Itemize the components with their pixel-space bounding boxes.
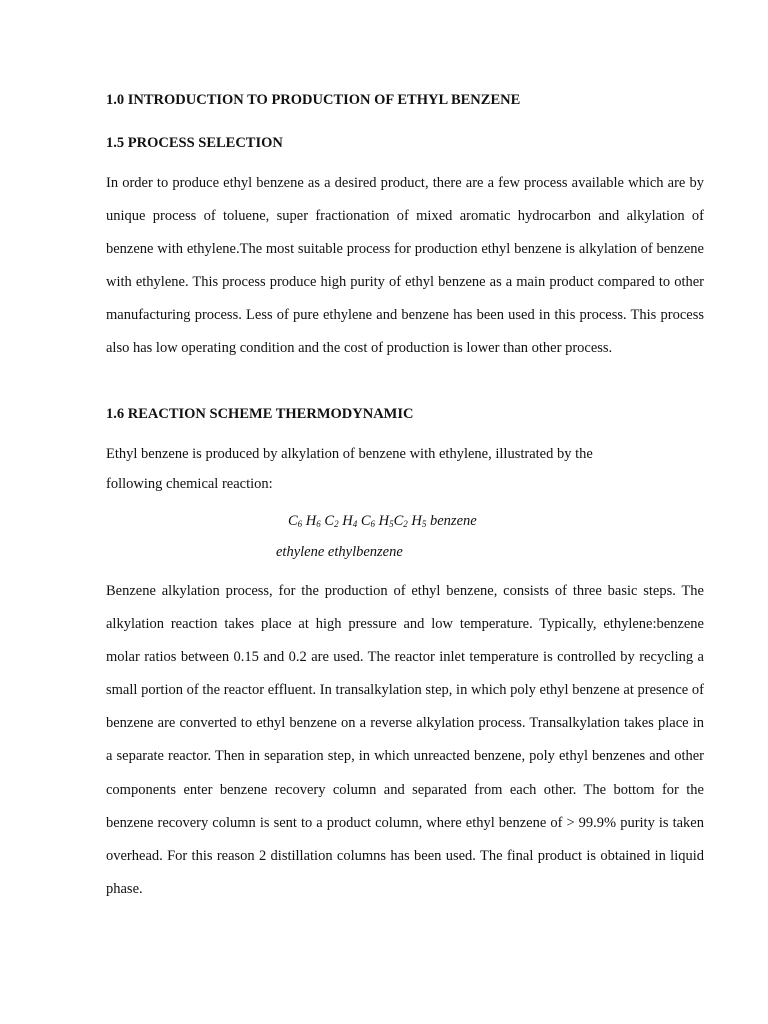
- formula-subscript: 6: [297, 519, 303, 529]
- formula-text: C: [288, 513, 298, 529]
- formula-text: C: [320, 513, 335, 529]
- formula-subscript: 2: [334, 519, 339, 529]
- formula-text: H: [374, 513, 390, 529]
- paragraph-process-selection: In order to produce ethyl benzene as a desired product, there are a few process available which are by unique process of toluene, super fractionation of mixed aromatic hydrocarbon and alkylation of benzene with ethylene.The most suitable process for production ethyl benzene is alkylation of benzene with ethylene. This process produce high purity of ethyl benzene as a main product compared to other manufacturing process. Less of pure ethylene and benzene has been used in this process. This process also has low operating condition and the cost of production is lower than other process.: [106, 175, 704, 357]
- formula-subscript: 6: [316, 519, 321, 529]
- formula-subscript: 4: [352, 519, 358, 529]
- section-heading-process-selection: 1.5 PROCESS SELECTION: [106, 135, 283, 151]
- formula-text: H: [338, 513, 353, 529]
- paragraph-alkylation-process: Benzene alkylation process, for the production of ethyl benzene, consists of three basic steps. The alkylation reaction takes place at high pressure and low temperature. Typically, ethylene:benzene molar ratios between 0.15 and 0.2 are used. The reactor inlet temperature is controlled by recycling a small portion of the reactor effluent. In transalkylation step, in which poly ethyl benzene at presence of benzene are converted to ethyl benzene on a reverse alkylation process. Transalkylation takes place in a separate reactor. Then in separation step, in which unreacted benzene, poly ethyl benzenes and other components enter benzene recovery column and separated from each other. The bottom for the benzene recovery column is sent to a product column, where ethyl benzene of > 99.9% purity is taken overhead. For this reason 2 distillation columns has been used. The final product is obtained in liquid phase.: [106, 583, 704, 897]
- formula-text: benzene: [426, 513, 477, 529]
- formula-subscript: 5: [389, 519, 394, 529]
- formula-text: C: [357, 513, 371, 529]
- section-heading-introduction: 1.0 INTRODUCTION TO PRODUCTION OF ETHYL BENZENE: [106, 92, 521, 108]
- formula-text: H: [302, 513, 317, 529]
- reaction-intro-line-1: Ethyl benzene is produced by alkylation of benzene with ethylene, illustrated by the: [106, 446, 593, 462]
- chemical-equation: [288, 513, 477, 530]
- formula-subscript: 2: [403, 519, 408, 529]
- reaction-intro-line-2: following chemical reaction:: [106, 476, 273, 492]
- formula-subscript: 5: [421, 519, 427, 529]
- chemical-equation-labels: ethylene ethylbenzene: [276, 544, 403, 560]
- formula-subscript: 6: [370, 519, 375, 529]
- formula-text: H: [407, 513, 422, 529]
- section-heading-reaction-scheme: 1.6 REACTION SCHEME THERMODYNAMIC: [106, 406, 414, 422]
- formula-text: C: [393, 513, 404, 529]
